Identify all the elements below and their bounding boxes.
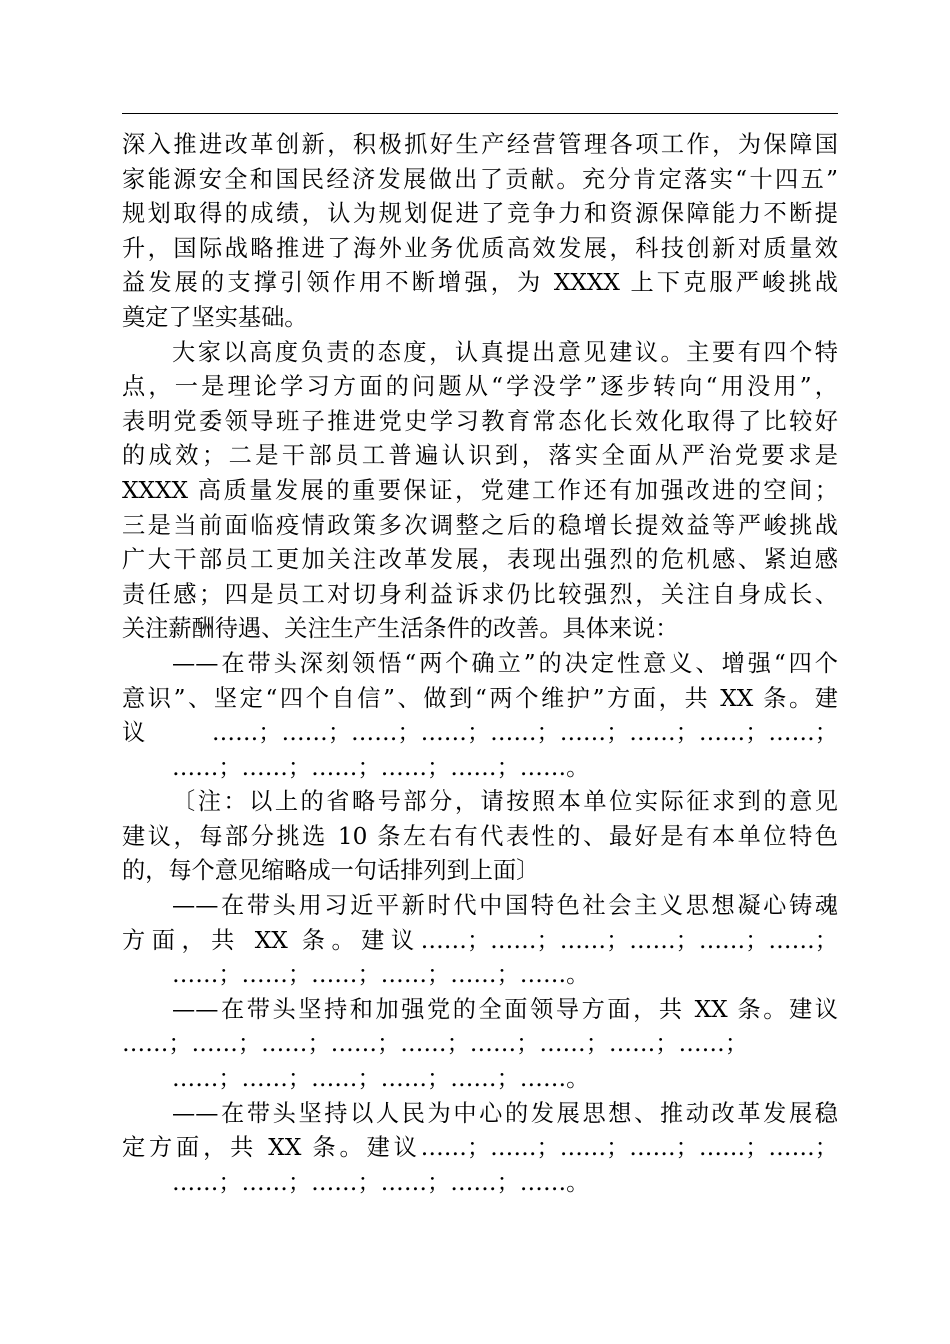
- paragraph-achievements: [122, 128, 838, 336]
- paragraph-note: [122, 785, 838, 889]
- paragraph-line: 规划取得的成绩，认为规划促进了竞争力和资源保障能力不断提: [122, 200, 838, 228]
- paragraph-people-centered: [122, 1097, 838, 1201]
- paragraph-line: 家能源安全和国民经济发展做出了贡献。充分肯定落实“十四五”: [122, 165, 838, 193]
- header-rule: [122, 113, 838, 114]
- paragraph-line: 广大干部员工更加关注改革发展，表现出强烈的危机感、紧迫感: [122, 546, 838, 574]
- paragraph-thought: [122, 889, 838, 993]
- paragraph-line: 奠定了坚实基础。: [122, 303, 308, 331]
- paragraph-line: 点，一是理论学习方面的问题从“学没学”逐步转向“用没用”，: [122, 373, 838, 401]
- paragraph-party-leadership: [122, 993, 838, 1097]
- paragraph-line: XXXX 高质量发展的重要保证，党建工作还有加强改进的空间；: [122, 476, 838, 504]
- paragraph-line: 〔注：以上的省略号部分，请按照本单位实际征求到的意见: [172, 788, 838, 816]
- paragraph-line: ……；……；……；……；……；……。: [172, 1065, 590, 1093]
- paragraph-two-establishments: [122, 647, 838, 785]
- document-body: [122, 128, 838, 1200]
- paragraph-four-features: [122, 336, 838, 647]
- paragraph-line: ——在带头用习近平新时代中国特色社会主义思想凝心铸魂: [172, 892, 838, 920]
- paragraph-line: 意识”、坚定“四个自信”、做到“两个维护”方面，共 XX 条。建: [122, 684, 838, 712]
- paragraph-line: 深入推进改革创新，积极抓好生产经营管理各项工作，为保障国: [122, 131, 838, 158]
- paragraph-line: ——在带头深刻领悟“两个确立”的决定性意义、增强“四个: [172, 649, 838, 677]
- paragraph-line: 三是当前面临疫情政策多次调整之后的稳增长提效益等严峻挑战: [122, 511, 838, 539]
- paragraph-line: 益发展的支撑引领作用不断增强，为 XXXX 上下克服严峻挑战: [122, 269, 838, 297]
- paragraph-line: 大家以高度负责的态度，认真提出意见建议。主要有四个特: [172, 338, 838, 366]
- paragraph-line: ——在带头坚持和加强党的全面领导方面，共 XX 条。建议: [172, 995, 838, 1023]
- paragraph-line: ……；……；……；……；……；……。: [172, 753, 590, 781]
- paragraph-line: 建议，每部分挑选 10 条左右有代表性的、最好是有本单位特色: [122, 822, 838, 850]
- paragraph-line: 表明党委领导班子推进党史学习教育常态化长效化取得了比较好: [122, 407, 838, 435]
- paragraph-line: 议……；……；……；……；……；……；……；……；……；: [122, 719, 838, 747]
- paragraph-line: ——在带头坚持以人民为中心的发展思想、推动改革发展稳: [172, 1099, 838, 1127]
- paragraph-line: 责任感；四是员工对切身利益诉求仍比较强烈，关注自身成长、: [122, 580, 838, 608]
- paragraph-line: ……；……；……；……；……；……。: [172, 1168, 590, 1196]
- paragraph-line: 关注薪酬待遇、关注生产生活条件的改善。具体来说：: [122, 615, 679, 643]
- paragraph-line: 方面，共 XX 条。建议……；……；……；……；……；……；: [122, 926, 838, 954]
- paragraph-line: ……；……；……；……；……；……。: [172, 961, 590, 989]
- paragraph-line: 的成效；二是干部员工普遍认识到，落实全面从严治党要求是: [122, 442, 838, 470]
- paragraph-line: 的，每个意见缩略成一句话排列到上面〕: [122, 857, 540, 885]
- paragraph-line: 升，国际战略推进了海外业务优质高效发展，科技创新对质量效: [122, 234, 838, 262]
- paragraph-line: 定方面，共 XX 条。建议……；……；……；……；……；……；: [122, 1134, 838, 1162]
- paragraph-line: ……；……；……；……；……；……；……；……；……；: [122, 1030, 749, 1058]
